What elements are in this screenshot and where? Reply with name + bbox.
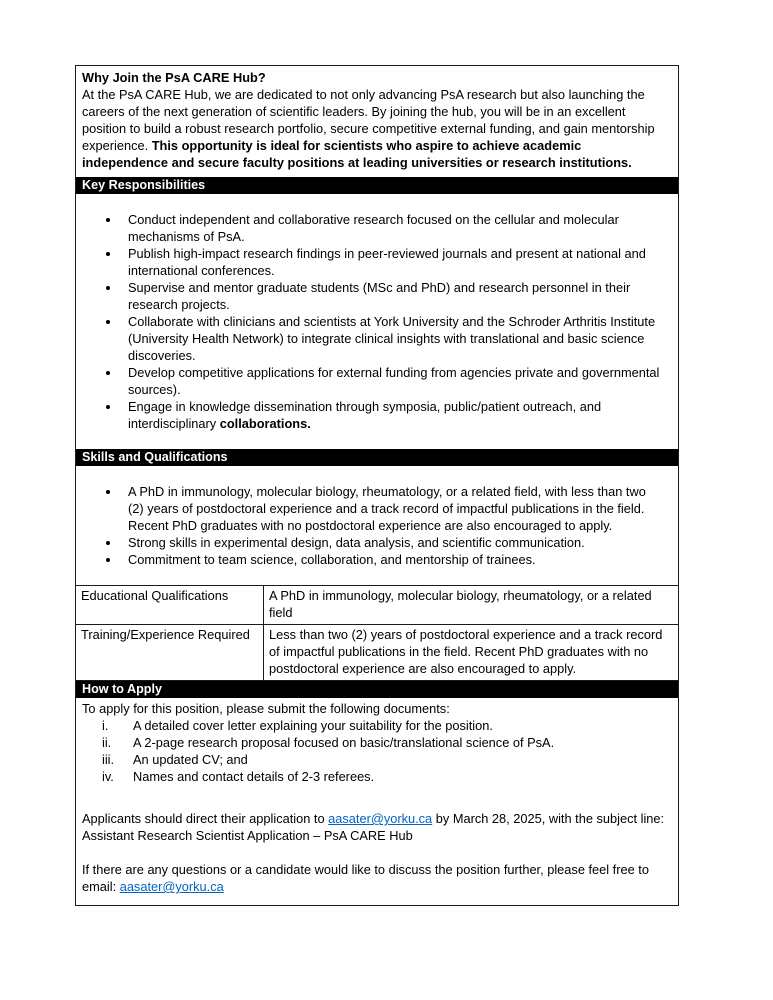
list-marker: iv. (102, 769, 114, 784)
why-join-section (76, 66, 678, 177)
list-item (102, 734, 669, 751)
application-email-link[interactable]: aasater@yorku.ca (328, 811, 433, 826)
table-row (76, 625, 678, 681)
list-marker: iii. (102, 752, 115, 767)
list-item (102, 751, 669, 768)
document-item-text: An updated CV; and (133, 752, 248, 767)
table-label-cell: Educational Qualifications (76, 586, 264, 625)
application-instructions-paragraph (82, 810, 669, 844)
section-header-how-to-apply: How to Apply (76, 681, 678, 698)
application-text-after: by March 28, 2025, with the subject line: Assistant Research Scientist Application – PsA CARE Hub (82, 811, 665, 843)
bullet-text: Engage in knowledge dissemination through symposia, public/patient outreach, and interdisciplinary (128, 399, 602, 431)
why-join-heading: Why Join the PsA CARE Hub? (82, 70, 266, 85)
job-posting-document (75, 65, 679, 906)
questions-paragraph (82, 861, 669, 895)
questions-text: If there are any questions or a candidate would like to discuss the position further, please feel free to email: (82, 862, 649, 894)
bullet-text: Strong skills in experimental design, data analysis, and scientific communication. (128, 535, 585, 550)
list-item (121, 211, 662, 245)
section-header-key-responsibilities: Key Responsibilities (76, 177, 678, 194)
how-to-apply-section (76, 698, 678, 905)
table-label-cell: Training/Experience Required (76, 625, 264, 681)
bullet-text: Develop competitive applications for external funding from agencies private and governmental sources). (128, 365, 660, 397)
bullet-text: A PhD in immunology, molecular biology, rheumatology, or a related field, with less than two (2) years of postdoctoral experience and a track record of impactful publications in the field. Recent PhD graduates with no postdoctoral experience are also encouraged to apply. (128, 484, 646, 533)
document-item-text: A 2-page research proposal focused on basic/translational science of PsA. (133, 735, 555, 750)
list-item (102, 717, 669, 734)
required-documents-list (82, 717, 669, 785)
list-item (102, 768, 669, 785)
list-item (121, 483, 662, 534)
skills-list (76, 483, 662, 568)
bullet-text: Supervise and mentor graduate students (MSc and PhD) and research personnel in their research projects. (128, 280, 631, 312)
list-item (121, 313, 662, 364)
application-text-before: Applicants should direct their application to (82, 811, 329, 826)
bullet-bold-text: collaborations. (219, 416, 311, 431)
apply-intro-text: To apply for this position, please submit the following documents: (82, 701, 450, 716)
list-item (121, 398, 662, 432)
bullet-text: Collaborate with clinicians and scientists at York University and the Schroder Arthritis Institute (University Health Network) to integrate clinical insights with translational and basic science discoveries. (128, 314, 656, 363)
key-responsibilities-list (76, 211, 662, 432)
list-item (121, 279, 662, 313)
table-value-cell: A PhD in immunology, molecular biology, rheumatology, or a related field (264, 586, 679, 625)
qualifications-table-body (76, 586, 678, 681)
table-value-cell: Less than two (2) years of postdoctoral experience and a track record of impactful publications in the field. Recent PhD graduates with no postdoctoral experience are also encouraged to apply. (264, 625, 679, 681)
questions-email-link[interactable]: aasater@yorku.ca (119, 879, 224, 894)
list-marker: i. (102, 718, 109, 733)
list-marker: ii. (102, 735, 112, 750)
list-item (121, 534, 662, 551)
why-join-bold-text: This opportunity is ideal for scientists who aspire to achieve academic independence and secure faculty positions at leading universities or research institutions. (82, 138, 632, 170)
list-item (121, 245, 662, 279)
why-join-text: At the PsA CARE Hub, we are dedicated to not only advancing PsA research but also launching the careers of the next generation of scientific leaders. By joining the hub, you will be in an excellent position to build a robust research portfolio, secure competitive external funding, and gain mentorship experience. (82, 87, 655, 153)
bullet-text: Publish high-impact research findings in peer-reviewed journals and present at national and international conferences. (128, 246, 646, 278)
document-item-text: Names and contact details of 2-3 referees. (133, 769, 375, 784)
qualifications-table (76, 585, 678, 681)
document-item-text: A detailed cover letter explaining your suitability for the position. (133, 718, 493, 733)
list-item (121, 364, 662, 398)
why-join-paragraph (82, 86, 669, 171)
bullet-text: Commitment to team science, collaboration, and mentorship of trainees. (128, 552, 536, 567)
list-item (121, 551, 662, 568)
bullet-text: Conduct independent and collaborative research focused on the cellular and molecular mechanisms of PsA. (128, 212, 619, 244)
table-row (76, 586, 678, 625)
section-header-skills-qualifications: Skills and Qualifications (76, 449, 678, 466)
